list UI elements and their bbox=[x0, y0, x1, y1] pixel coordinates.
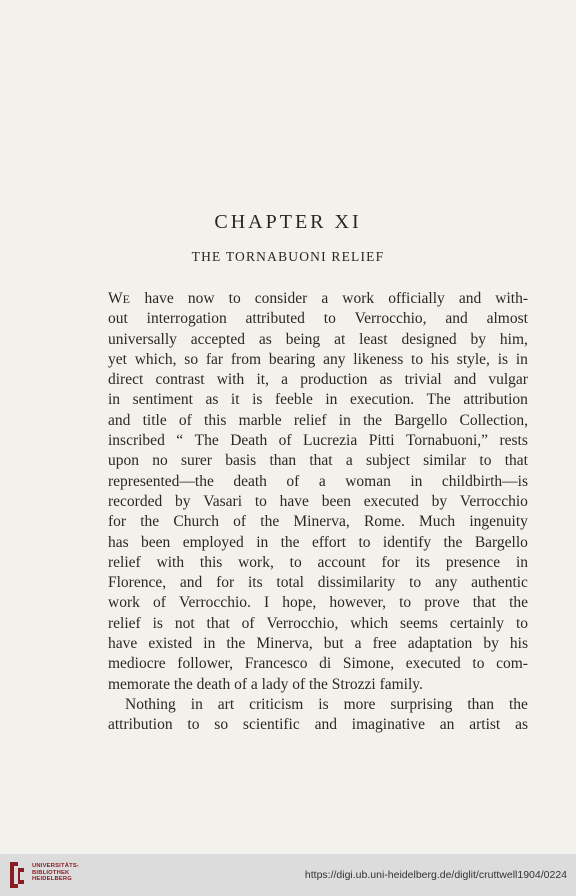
paragraph-1-line: recorded by Vasari to have been executed by Verrocchio bbox=[108, 492, 528, 510]
paragraph-1-line: represented—the death of a woman in childbirth—is bbox=[108, 472, 528, 490]
paragraph-1-line: direct contrast with it, a production as trivial and vulgar bbox=[108, 371, 528, 389]
paragraph-1-line: out interrogation attributed to Verrocchio, and almost bbox=[108, 310, 528, 328]
paragraph-1-line: relief with this work, to account for its presence in bbox=[108, 553, 528, 571]
library-name-line-3: HEIDELBERG bbox=[32, 876, 73, 882]
library-name-line-1: UNIVERSITÄTS- bbox=[32, 863, 80, 869]
paragraph-1-line: and title of this marble relief in the Bargello Collection, bbox=[108, 411, 528, 429]
small-caps-letters: E bbox=[122, 292, 131, 306]
paragraph-1-line: in sentiment as it is feeble in execution. The attribution bbox=[108, 391, 528, 409]
library-name bbox=[32, 863, 79, 883]
paragraph-1-line: Florence, and for its total dissimilarity to any authentic bbox=[108, 574, 528, 592]
first-line: WE have now to consider a work officially and with- bbox=[108, 289, 528, 309]
chapter-title: CHAPTER XI bbox=[214, 211, 362, 233]
paragraph-1-line: upon no surer basis than that a subject similar to that bbox=[108, 452, 528, 470]
paragraph-2-lines bbox=[108, 695, 528, 736]
university-library-logo-icon bbox=[6, 860, 28, 890]
initial-letter: W bbox=[108, 290, 123, 307]
paragraph-1-line: inscribed “ The Death of Lucrezia Pitti Tornabuoni,” rests bbox=[108, 432, 528, 450]
paragraph-1-lines bbox=[108, 309, 528, 674]
chapter-subtitle: THE TORNABUONI RELIEF bbox=[191, 249, 385, 264]
paragraph-1-line: mediocre follower, Francesco di Simone, executed to com- bbox=[108, 655, 528, 673]
paragraph-1-line: universally accepted as being at least designed by him, bbox=[108, 330, 528, 348]
paragraph-1-line: yet which, so far from bearing any likeness to his style, is in bbox=[108, 350, 528, 368]
paragraph-1-line: for the Church of the Minerva, Rome. Much ingenuity bbox=[108, 513, 528, 531]
library-name-line-2: BIBLIOTHEK bbox=[32, 869, 70, 876]
paragraph-2-line: attribution to so scientific and imaginative an artist as bbox=[108, 716, 528, 734]
paragraph-2-line: Nothing in art criticism is more surprising than the bbox=[125, 695, 528, 713]
viewer-footer bbox=[0, 854, 576, 896]
paragraph-1-line: relief is not that of Verrocchio, which seems certainly to bbox=[108, 614, 528, 632]
paragraph-1-line: work of Verrocchio. I hope, however, to prove that the bbox=[108, 594, 528, 612]
paragraph-1-line: have existed in the Minerva, but a free adaptation by his bbox=[108, 635, 528, 653]
drop-word bbox=[108, 289, 130, 309]
permalink-url[interactable]: https://digi.ub.uni-heidelberg.de/diglit/cruttwell1904/0224 bbox=[304, 869, 567, 881]
paragraph-1-last-line: memorate the death of a lady of the Strozzi family. bbox=[108, 675, 423, 693]
paragraph-1-line: has been employed in the effort to identify the Bargello bbox=[108, 533, 528, 551]
body-text bbox=[108, 289, 528, 736]
